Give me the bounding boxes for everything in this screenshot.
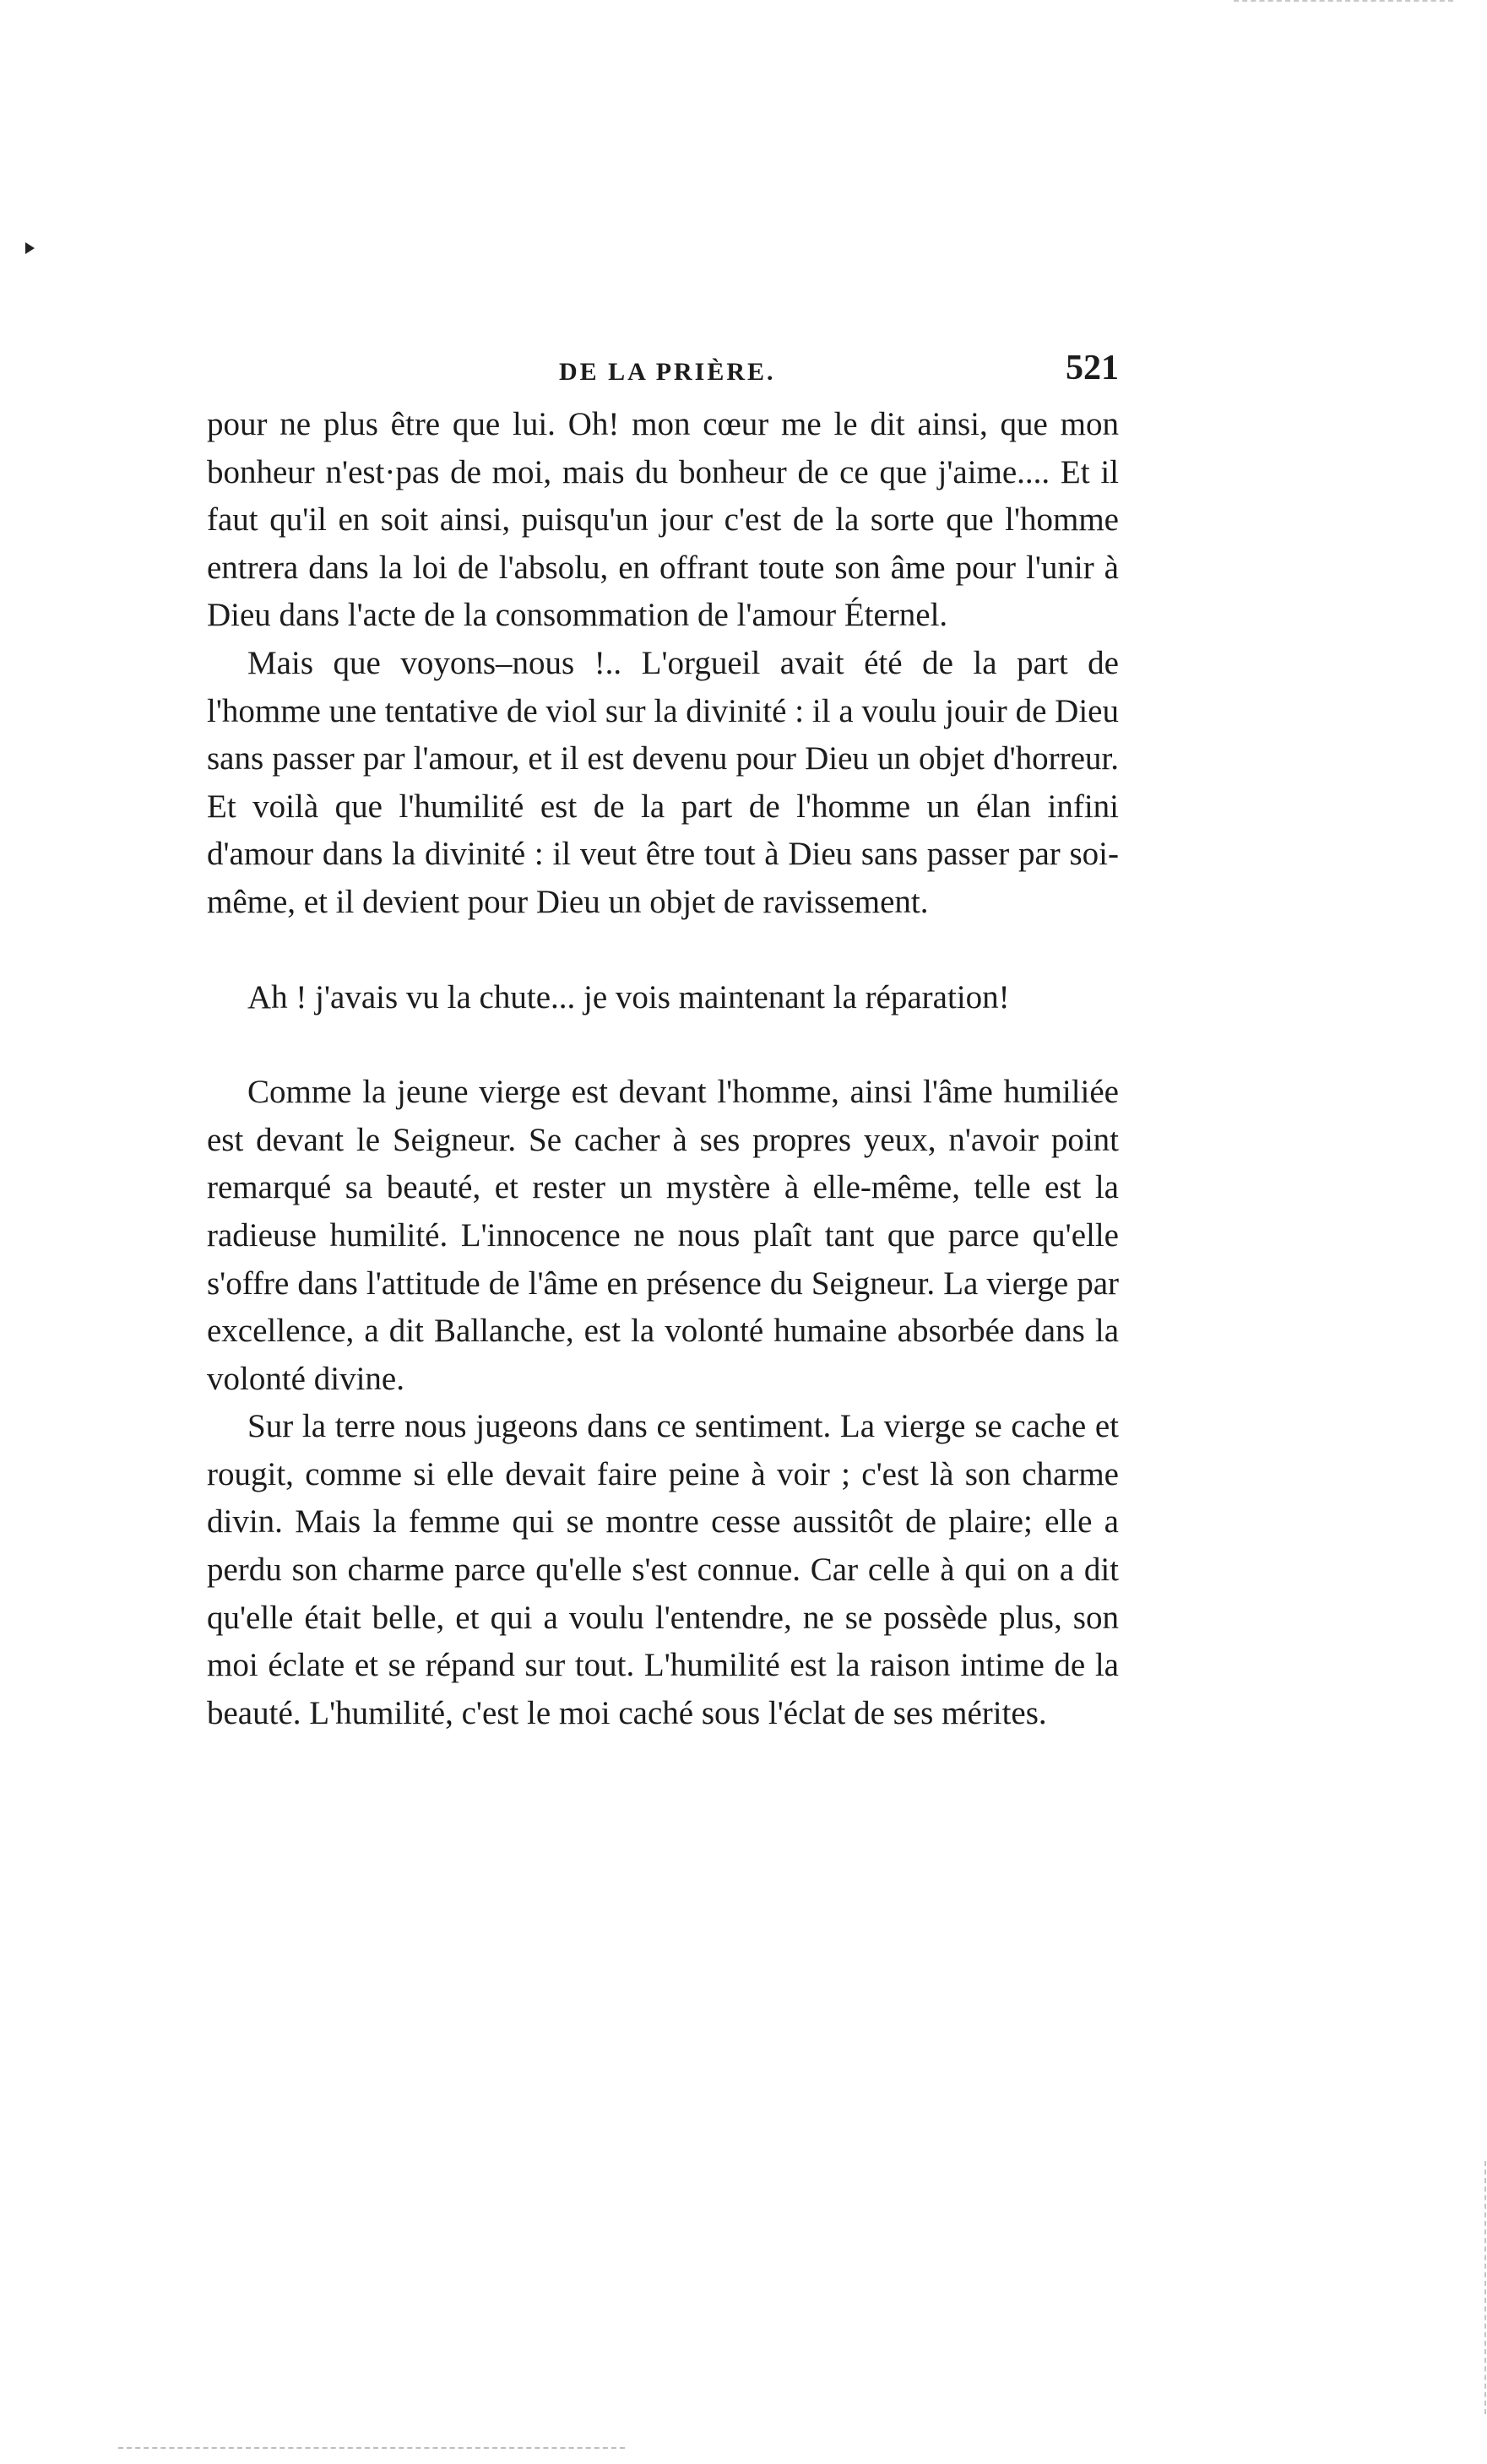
paragraph-exclamation: Ah ! j'avais vu la chute... je vois maintenant la réparation!	[247, 978, 1010, 1015]
scan-edge-marks-right	[1483, 2161, 1486, 2414]
paragraph: Mais que voyons–nous !.. L'orgueil avait été de la part de l'homme une tentative de viol sur la divinité : il a voulu jouir de Dieu sans passer par l'amour, et il est devenu pour Dieu un objet d'horreur. Et voilà que l'humilité est de la part de l'homme un élan infini d'amour dans la divinité : il veut être tout à Dieu sans passer par soi-même, et il devient pour Dieu un objet de ravissement.	[207, 644, 1119, 920]
scan-edge-marks-bottom	[118, 2447, 625, 2452]
stray-ink-mark	[25, 242, 35, 254]
body-text	[207, 401, 1119, 1737]
page-number: 521	[1066, 349, 1119, 387]
paragraph: Sur la terre nous jugeons dans ce sentiment. La vierge se cache et rougit, comme si elle devait faire peine à voir ; c'est là son charme divin. Mais la femme qui se montre cesse aussitôt de plaire; elle a perdu son charme parce qu'elle s'est connue. Car celle à qui on a dit qu'elle était belle, et qui a voulu l'entendre, ne se possède plus, son moi éclate et se répand sur tout. L'humilité est la raison intime de la beauté. L'humilité, c'est le moi caché sous l'éclat de ses mérites.	[207, 1408, 1119, 1731]
scan-edge-marks-top	[1234, 0, 1453, 7]
paragraph: Comme la jeune vierge est devant l'homme, ainsi l'âme humiliée est devant le Seigneur. Se cacher à ses propres yeux, n'avoir point remarqué sa beauté, et rester un mystère à elle-même, telle est la radieuse humilité. L'innocence ne nous plaît tant que parce qu'elle s'offre dans l'attitude de l'âme en présence du Seigneur. La vierge par excellence, a dit Ballanche, est la volonté humaine absorbée dans la volonté divine.	[207, 1074, 1119, 1397]
page-header	[207, 346, 1119, 397]
running-title: DE LA PRIÈRE.	[559, 358, 776, 386]
paragraph-continuation: pour ne plus être que lui. Oh! mon cœur me le dit ainsi, que mon bonheur n'est·pas de moi, mais du bonheur de ce que j'aime.... Et il faut qu'il en soit ainsi, puisqu'un jour c'est de la sorte que l'homme entrera dans la loi de l'absolu, en offrant toute son âme pour l'unir à Dieu dans l'acte de la consommation de l'amour Éternel.	[207, 406, 1119, 634]
